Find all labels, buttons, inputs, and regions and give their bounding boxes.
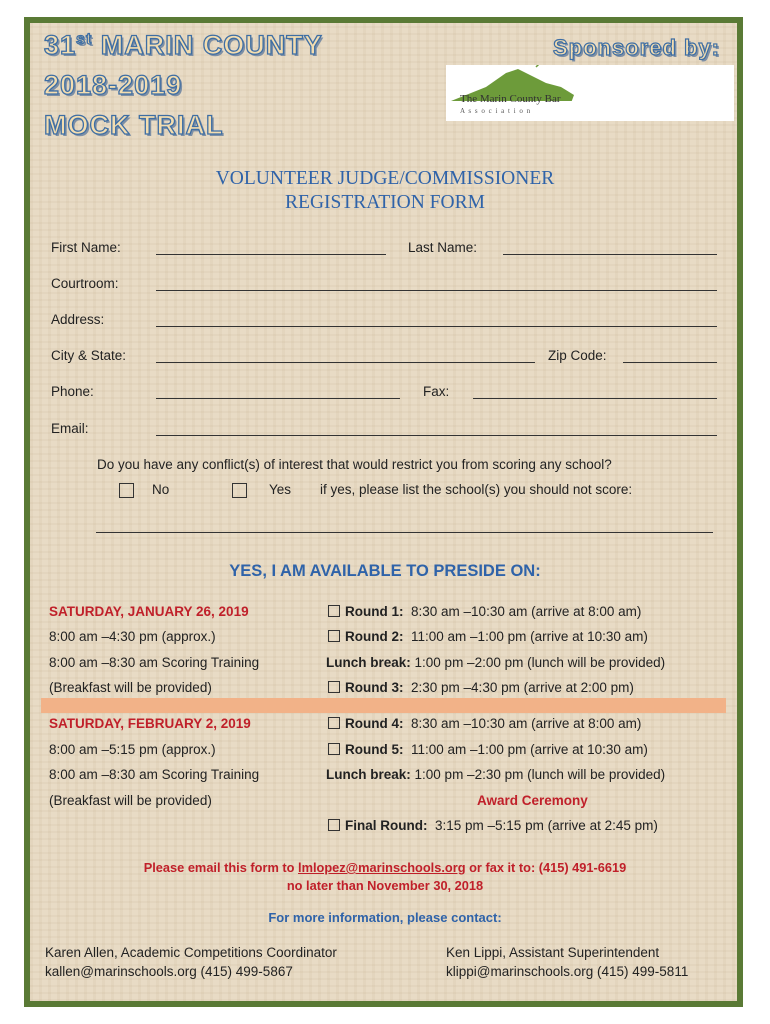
fax-label: Fax: — [423, 384, 450, 399]
phone-field[interactable] — [156, 398, 400, 399]
round5-option[interactable]: Round 5: 11:00 am –1:00 pm (arrive at 10:30 am) — [328, 742, 648, 757]
form-border — [24, 17, 743, 1007]
logo-text: The Marin County Bar — [460, 93, 561, 105]
yes-label: Yes — [269, 482, 292, 497]
email-field[interactable] — [156, 435, 717, 436]
if-yes-instruction: if yes, please list the school(s) you should not score: — [320, 482, 633, 497]
courtroom-field[interactable] — [156, 290, 717, 291]
day1-date: SATURDAY, JANUARY 26, 2019 — [49, 604, 249, 619]
day1-training: 8:00 am –8:30 am Scoring Training — [49, 655, 260, 670]
last-name-label: Last Name: — [408, 240, 478, 255]
form-title-line-2: REGISTRATION FORM — [285, 192, 485, 213]
yes-checkbox[interactable] — [232, 483, 247, 498]
preside-heading: YES, I AM AVAILABLE TO PRESIDE ON: — [229, 562, 541, 580]
courtroom-label: Courtroom: — [51, 276, 119, 291]
address-field[interactable] — [156, 326, 717, 327]
first-name-field[interactable] — [156, 254, 386, 255]
round2-checkbox[interactable] — [328, 630, 340, 642]
more-info-text: For more information, please contact: — [268, 910, 502, 925]
city-state-field[interactable] — [156, 362, 535, 363]
city-state-label: City & State: — [51, 348, 127, 363]
round2-option[interactable]: Round 2: 11:00 am –1:00 pm (arrive at 10:30 am) — [328, 629, 648, 644]
phone-label: Phone: — [51, 384, 94, 399]
first-name-label: First Name: — [51, 240, 121, 255]
contact2-name: Ken Lippi, Assistant Superintendent — [446, 945, 660, 960]
contact2-info: klippi@marinschools.org (415) 499-5811 — [446, 964, 689, 979]
email-link[interactable]: lmlopez@marinschools.org — [298, 860, 466, 875]
zip-field[interactable] — [623, 362, 717, 363]
title-line-2: 2018-2019 — [44, 70, 183, 100]
award-ceremony: Award Ceremony — [477, 793, 588, 808]
last-name-field[interactable] — [503, 254, 717, 255]
title-line-1: 31st MARIN COUNTY — [44, 30, 323, 60]
section-divider — [41, 698, 726, 713]
sponsored-by-label: Sponsored by: — [553, 35, 721, 60]
round4-option[interactable]: Round 4: 8:30 am –10:30 am (arrive at 8:00 am) — [328, 716, 641, 731]
round1-checkbox[interactable] — [328, 605, 340, 617]
day2-training: 8:00 am –8:30 am Scoring Training — [49, 767, 260, 782]
day2-breakfast: (Breakfast will be provided) — [49, 793, 212, 808]
email-instruction: Please email this form to lmlopez@marinschools.org or fax it to: (415) 491-6619 — [143, 860, 627, 875]
title-line-3: MOCK TRIAL — [44, 110, 224, 140]
fax-field[interactable] — [473, 398, 717, 399]
round3-checkbox[interactable] — [328, 681, 340, 693]
no-label: No — [152, 482, 170, 497]
form-title-line-1: VOLUNTEER JUDGE/COMMISSIONER — [215, 168, 555, 189]
bar-association-logo — [446, 65, 734, 121]
day1-lunch: Lunch break: 1:00 pm –2:00 pm (lunch will be provided) — [326, 655, 666, 670]
day2-hours: 8:00 am –5:15 pm (approx.) — [49, 742, 216, 757]
round1-option[interactable]: Round 1: 8:30 am –10:30 am (arrive at 8:00 am) — [328, 604, 641, 619]
round3-option[interactable]: Round 3: 2:30 pm –4:30 pm (arrive at 2:00 pm) — [328, 680, 634, 695]
day1-hours: 8:00 am –4:30 pm (approx.) — [49, 629, 216, 644]
round4-checkbox[interactable] — [328, 717, 340, 729]
contact1-info: kallen@marinschools.org (415) 499-5867 — [45, 964, 293, 979]
conflict-question: Do you have any conflict(s) of interest that would restrict you from scoring any school? — [97, 457, 612, 472]
round5-checkbox[interactable] — [328, 743, 340, 755]
email-label: Email: — [51, 421, 89, 436]
final-round-checkbox[interactable] — [328, 819, 340, 831]
day1-breakfast: (Breakfast will be provided) — [49, 680, 212, 695]
contact1-name: Karen Allen, Academic Competitions Coordinator — [45, 945, 337, 960]
zip-label: Zip Code: — [548, 348, 607, 363]
day2-date: SATURDAY, FEBRUARY 2, 2019 — [49, 716, 251, 731]
deadline-text: no later than November 30, 2018 — [286, 878, 484, 893]
no-checkbox[interactable] — [119, 483, 134, 498]
logo-subtext: A s s o c i a t i o n — [460, 107, 532, 115]
conflict-schools-field[interactable] — [96, 532, 713, 533]
day2-lunch: Lunch break: 1:00 pm –2:30 pm (lunch will be provided) — [326, 767, 666, 782]
address-label: Address: — [51, 312, 105, 327]
final-round-option[interactable]: Final Round: 3:15 pm –5:15 pm (arrive at 2:45 pm) — [328, 818, 658, 833]
